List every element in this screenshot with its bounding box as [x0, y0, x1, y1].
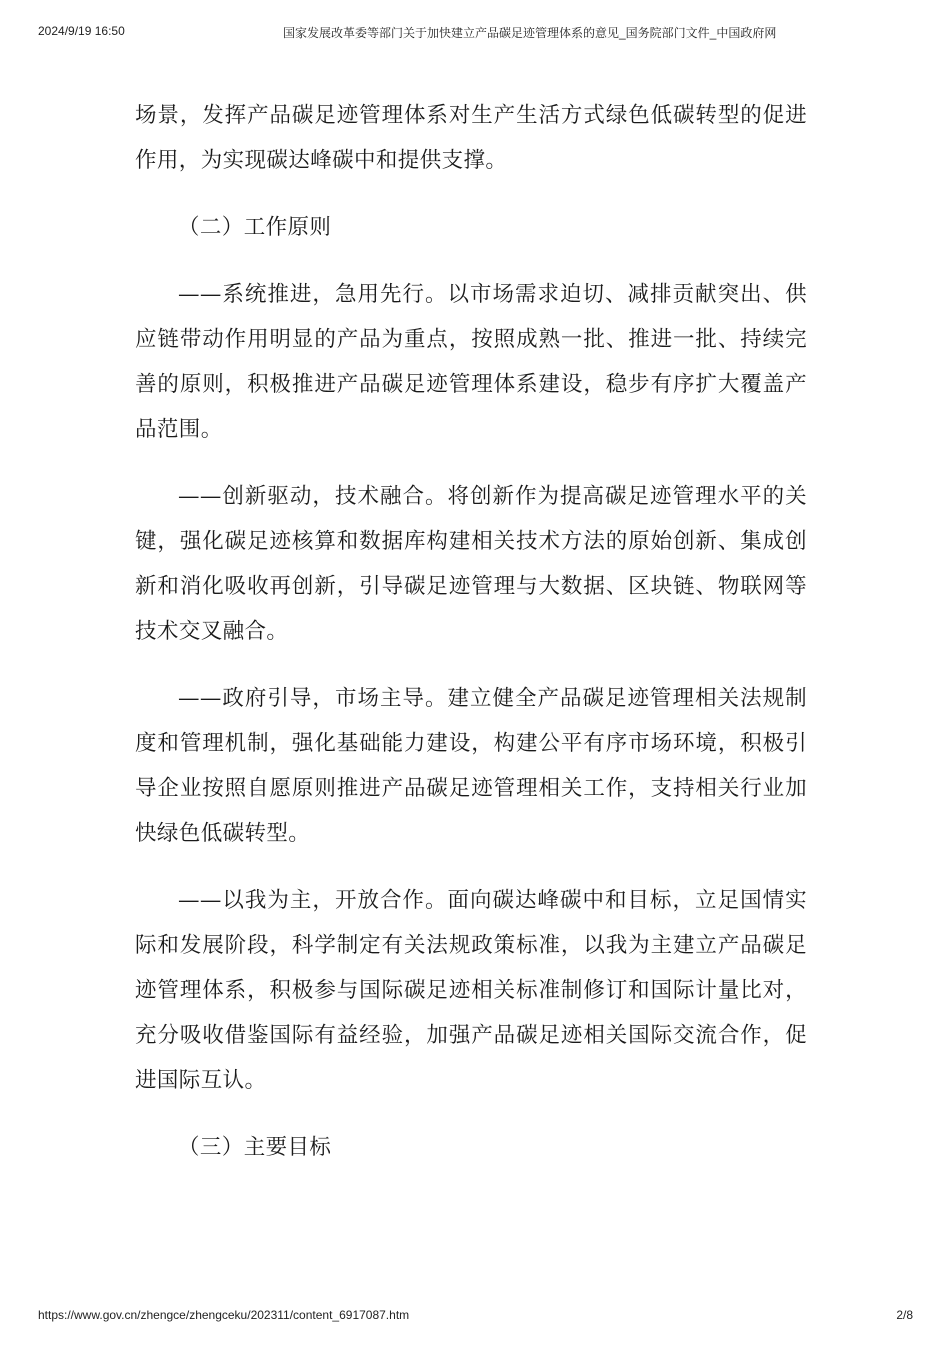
principle-paragraph	[135, 272, 807, 452]
print-datetime: 2024/9/19 16:50	[38, 24, 125, 38]
principle-lead: ——系统推进，急用先行。	[178, 282, 448, 307]
principle-paragraph	[135, 878, 807, 1103]
page-number: 2/8	[896, 1308, 913, 1322]
principle-lead: ——政府引导，市场主导。	[178, 686, 448, 711]
section-heading-goals: （三）主要目标	[178, 1135, 332, 1160]
principle-text: 将创新作为提高碳足迹管理水平的关键，强化碳足迹核算和数据库构建相关技术方法的原始创新、集成创新和消化吸收再创新，引导碳足迹管理与大数据、区块链、物联网等技术交叉融合。	[135, 484, 807, 644]
section-heading-principles: （二）工作原则	[178, 215, 332, 240]
page-url: https://www.gov.cn/zhengce/zhengceku/202311/content_6917087.htm	[38, 1308, 410, 1322]
principle-paragraph	[135, 474, 807, 654]
principle-text: 面向碳达峰碳中和目标，立足国情实际和发展阶段，科学制定有关法规政策标准，以我为主建立产品碳足迹管理体系，积极参与国际碳足迹相关标准制修订和国际计量比对，充分吸收借鉴国际有益经验，加强产品碳足迹相关国际交流合作，促进国际互认。	[135, 888, 807, 1093]
principle-text: 以市场需求迫切、减排贡献突出、供应链带动作用明显的产品为重点，按照成熟一批、推进一批、持续完善的原则，积极推进产品碳足迹管理体系建设，稳步有序扩大覆盖产品范围。	[135, 282, 807, 442]
principle-lead: ——以我为主，开放合作。	[178, 888, 448, 913]
principle-lead: ——创新驱动，技术融合。	[178, 484, 448, 509]
print-page-title: 国家发展改革委等部门关于加快建立产品碳足迹管理体系的意见_国务院部门文件_中国政府网	[283, 26, 777, 40]
principle-paragraph	[135, 676, 807, 856]
principle-text: 建立健全产品碳足迹管理相关法规制度和管理机制，强化基础能力建设，构建公平有序市场环境，积极引导企业按照自愿原则推进产品碳足迹管理相关工作，支持相关行业加快绿色低碳转型。	[135, 686, 807, 846]
continuation-paragraph: 场景，发挥产品碳足迹管理体系对生产生活方式绿色低碳转型的促进作用，为实现碳达峰碳中和提供支撑。	[135, 103, 807, 173]
document-body	[135, 93, 807, 1192]
